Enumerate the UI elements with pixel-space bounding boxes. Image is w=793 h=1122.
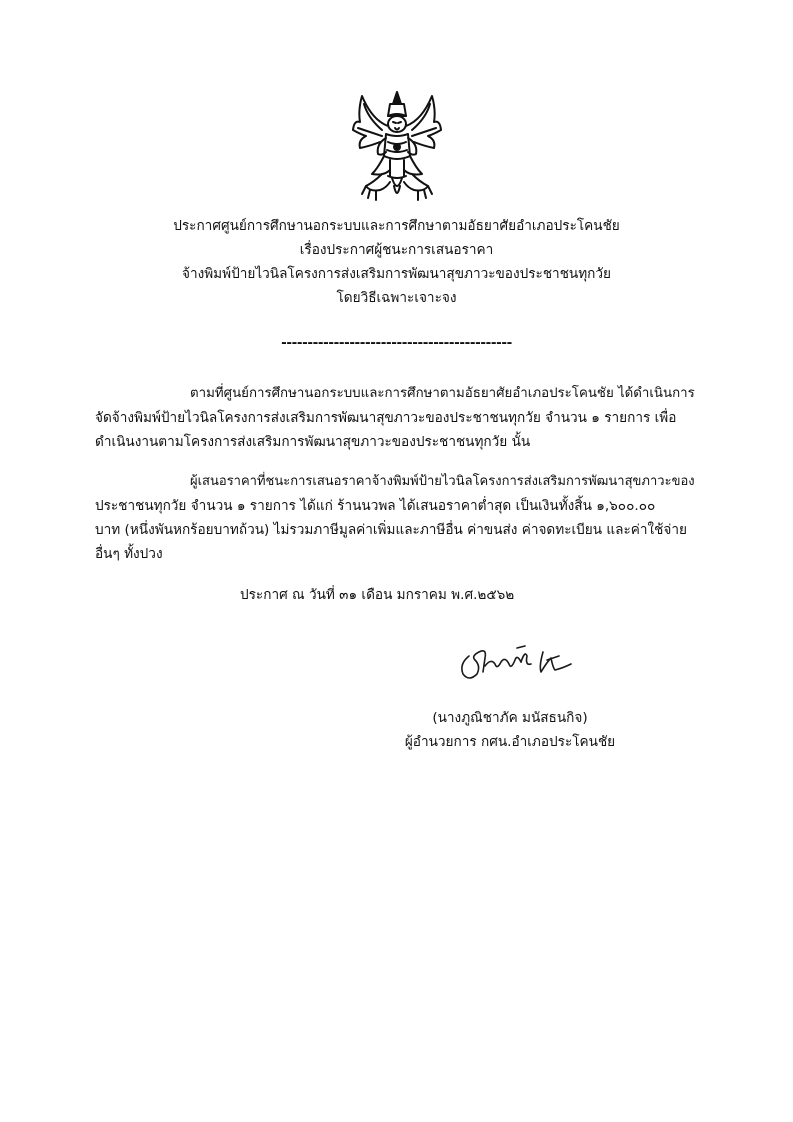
paragraph-line: อื่นๆ ทั้งปวง [95, 546, 163, 562]
paragraph-line: บาท (หนึ่งพันหกร้อยบาทถ้วน) ไม่รวมภาษีมูลค่าเพิ่มและภาษีอื่น ค่าขนส่ง ค่าจดทะเบียน และค่าใช้จ่าย [95, 522, 687, 538]
heading-method: โดยวิธีเฉพาะเจาะจง [336, 290, 457, 306]
heading-separator: -------------------------------------------- [281, 335, 512, 351]
paragraph-line: ประชาชนทุกวัย จำนวน ๑ รายการ ได้แก่ ร้านนวพล ได้เสนอราคาต่ำสุด เป็นเงินทั้งสิ้น ๑,๖๐๐.๐๐ [95, 498, 656, 514]
signer-position: ผู้อำนวยการ กศน.อำเภอประโคนชัย [404, 734, 616, 750]
paragraph-line: ดำเนินงานตามโครงการส่งเสริมการพัฒนาสุขภาวะของประชาชนทุกวัย นั้น [95, 434, 531, 450]
paragraph-winner [95, 470, 700, 566]
paragraph-line: ตามที่ศูนย์การศึกษานอกระบบและการศึกษาตามอัธยาศัยอำเภอประโคนชัย ได้ดำเนินการ [190, 386, 695, 401]
signer-name: (นางภูณิชาภัค มนัสธนกิจ) [432, 710, 588, 726]
heading-project: จ้างพิมพ์ป้ายไวนิลโครงการส่งเสริมการพัฒนาสุขภาวะของประชาชนทุกวัย [181, 266, 612, 282]
announcement-date: ประกาศ ณ วันที่ ๓๑ เดือน มกราคม พ.ศ.๒๕๖๒ [240, 587, 515, 603]
heading-title: ประกาศศูนย์การศึกษานอกระบบและการศึกษาตามอัธยาศัยอำเภอประโคนชัย [173, 218, 620, 234]
paragraph-background [95, 382, 700, 454]
garuda-emblem-icon [352, 90, 442, 204]
paragraph-line: จัดจ้างพิมพ์ป้ายไวนิลโครงการส่งเสริมการพัฒนาสุขภาวะของประชาชนทุกวัย จำนวน ๑ รายการ เพื่อ [95, 410, 677, 426]
handwritten-signature-icon [455, 638, 575, 688]
heading-subject: เรื่องประกาศผู้ชนะการเสนอราคา [299, 242, 494, 258]
announcement-heading [100, 214, 693, 310]
paragraph-line: ผู้เสนอราคาที่ชนะการเสนอราคาจ้างพิมพ์ป้ายไวนิลโครงการส่งเสริมการพัฒนาสุขภาวะของ [190, 474, 695, 489]
